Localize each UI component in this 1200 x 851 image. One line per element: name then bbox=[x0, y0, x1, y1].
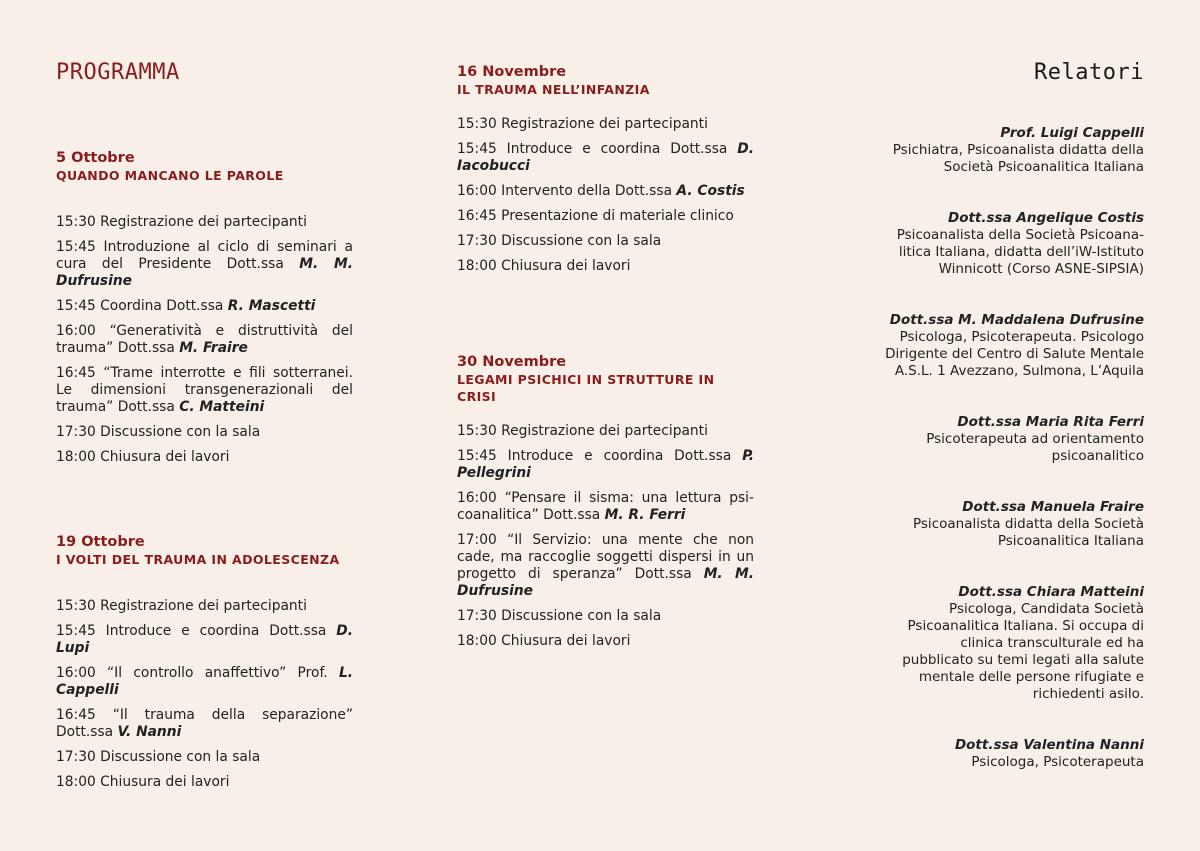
session-text: 17:30 Discussione con la sala bbox=[56, 424, 261, 440]
session-text: 16:00 “Generatività e distruttività del trauma” Dott.ssa bbox=[56, 323, 353, 356]
session-item bbox=[56, 239, 353, 290]
session-item bbox=[457, 116, 754, 133]
session-text: 15:30 Registrazione dei partecipanti bbox=[457, 116, 708, 132]
speaker-fraire bbox=[840, 499, 1144, 550]
session-item bbox=[457, 490, 754, 524]
session-speaker: R. Mascetti bbox=[227, 298, 316, 314]
speaker-name: Dott.ssa Valentina Nanni bbox=[954, 737, 1144, 753]
relatori-title: Relatori bbox=[1034, 60, 1144, 85]
session-speaker: A. Costis bbox=[676, 183, 745, 199]
programma-title: PROGRAMMA bbox=[56, 60, 180, 85]
session-text: 18:00 Chiusura dei lavori bbox=[56, 774, 230, 790]
day-date: 16 Novembre bbox=[457, 64, 567, 80]
session-speaker: L. Cappelli bbox=[56, 665, 354, 698]
session-item bbox=[56, 707, 353, 741]
speaker-matteini bbox=[840, 584, 1144, 703]
session-text: 15:30 Registrazione dei partecipanti bbox=[56, 598, 307, 614]
session-item bbox=[457, 633, 754, 650]
session-item bbox=[56, 623, 353, 657]
session-text: 16:00 Intervento della Dott.ssa bbox=[457, 183, 673, 199]
day-block-30-novembre bbox=[457, 354, 754, 658]
day-block-5-ottobre bbox=[56, 150, 353, 474]
session-item bbox=[457, 141, 754, 175]
speaker-description: Psicoterapeuta ad orientamento psicoanalitico bbox=[926, 431, 1144, 464]
speaker-costis bbox=[840, 210, 1144, 278]
day-subtitle: I VOLTI DEL TRAUMA IN ADOLESCENZA bbox=[56, 552, 340, 567]
session-item bbox=[457, 258, 754, 275]
session-speaker: D. Lupi bbox=[56, 623, 353, 656]
session-item bbox=[56, 323, 353, 357]
speaker-description: Psicoanalista didatta della Società Psicoanalitica Italiana bbox=[913, 516, 1144, 549]
session-speaker: P. Pellegrini bbox=[457, 448, 754, 481]
session-item bbox=[56, 774, 353, 791]
session-item bbox=[457, 183, 754, 200]
session-item bbox=[56, 298, 353, 315]
session-item bbox=[457, 532, 754, 600]
session-list bbox=[56, 214, 353, 466]
session-list bbox=[457, 116, 754, 275]
session-text: 15:45 Introduce e coordina Dott.ssa bbox=[56, 623, 327, 639]
session-text: 18:00 Chiusura dei lavori bbox=[56, 449, 230, 465]
session-text: 17:30 Discussione con la sala bbox=[56, 749, 261, 765]
session-item bbox=[56, 449, 353, 466]
session-text: 16:45 Presentazione di materiale clinico bbox=[457, 208, 734, 224]
session-item bbox=[457, 208, 754, 225]
speaker-name: Dott.ssa Angelique Costis bbox=[948, 210, 1144, 226]
speaker-ferri bbox=[840, 414, 1144, 465]
speaker-description: Psicologa, Candidata Società Psicoanalitica Italiana. Si occupa di clinica transculturale ed ha pubblicato su temi legati alla salute mentale delle persone rifugiate e richiedenti asilo. bbox=[902, 601, 1144, 702]
session-text: 15:45 Introduzione al ciclo di seminari a cura del Presidente Dott.ssa bbox=[56, 239, 353, 272]
session-text: 16:45 “Il trauma della separazione” Dott.ssa bbox=[56, 707, 353, 740]
day-date: 5 Ottobre bbox=[56, 150, 135, 166]
session-text: 16:45 “Trame interrotte e fili sotterranei. Le dimensioni transgenerazionali del trauma” Dott.ssa bbox=[56, 365, 353, 415]
session-speaker: D. Iacobucci bbox=[457, 141, 754, 174]
day-subtitle: LEGAMI PSICHICI IN STRUTTURE IN CRISI bbox=[457, 372, 715, 404]
session-text: 18:00 Chiusura dei lavori bbox=[457, 633, 631, 649]
session-text: 15:30 Registrazione dei partecipanti bbox=[457, 423, 708, 439]
speaker-name: Prof. Luigi Cappelli bbox=[1000, 125, 1144, 141]
day-block-16-novembre bbox=[457, 64, 754, 283]
day-date: 30 Novembre bbox=[457, 354, 567, 370]
session-text: 17:00 “Il Servizio: una mente che non cade, ma raccoglie soggetti dispersi in un progetto di speranza” Dott.ssa bbox=[457, 532, 754, 582]
speaker-dufrusine bbox=[840, 312, 1144, 380]
session-text: 17:30 Discussione con la sala bbox=[457, 608, 662, 624]
session-item bbox=[457, 608, 754, 625]
session-item bbox=[56, 598, 353, 615]
session-text: 18:00 Chiusura dei lavori bbox=[457, 258, 631, 274]
speaker-nanni bbox=[840, 737, 1144, 771]
session-speaker: M. M. Dufrusine bbox=[56, 256, 354, 289]
session-item bbox=[56, 665, 353, 699]
speaker-description: Psicologa, Psicoterapeuta bbox=[971, 754, 1144, 770]
speaker-name: Dott.ssa Maria Rita Ferri bbox=[957, 414, 1144, 430]
session-item bbox=[457, 448, 754, 482]
speaker-description: Psichiatra, Psicoanalista didatta della Società Psicoanalitica Italiana bbox=[892, 142, 1144, 175]
session-item bbox=[457, 233, 754, 250]
session-item bbox=[56, 365, 353, 416]
session-list bbox=[56, 598, 353, 791]
session-item bbox=[457, 423, 754, 440]
speaker-description: Psicologa, Psicoterapeuta. Psicologo Dirigente del Centro di Salute Mentale A.S.L. 1 Avezzano, Sulmona, L’Aquila bbox=[885, 329, 1144, 379]
day-block-19-ottobre bbox=[56, 534, 353, 799]
day-date: 19 Ottobre bbox=[56, 534, 145, 550]
session-list bbox=[457, 423, 754, 650]
speaker-name: Dott.ssa M. Maddalena Dufrusine bbox=[889, 312, 1144, 328]
session-text: 15:30 Registrazione dei partecipanti bbox=[56, 214, 307, 230]
session-text: 15:45 Coordina Dott.ssa bbox=[56, 298, 224, 314]
session-item bbox=[56, 214, 353, 231]
session-text: 15:45 Introduce e coordina Dott.ssa bbox=[457, 448, 732, 464]
day-subtitle: IL TRAUMA NELL’INFANZIA bbox=[457, 82, 650, 97]
speaker-name: Dott.ssa Chiara Matteini bbox=[958, 584, 1144, 600]
session-speaker: C. Matteini bbox=[179, 399, 265, 415]
session-speaker: M. M. Dufrusine bbox=[457, 566, 755, 599]
session-speaker: M. Fraire bbox=[179, 340, 248, 356]
session-text: 15:45 Introduce e coordina Dott.ssa bbox=[457, 141, 728, 157]
day-subtitle: QUANDO MANCANO LE PAROLE bbox=[56, 168, 284, 183]
speaker-name: Dott.ssa Manuela Fraire bbox=[962, 499, 1144, 515]
session-text: 16:00 “Pensare il sisma: una lettura psi-coanalitica” Dott.ssa bbox=[457, 490, 754, 523]
session-text: 16:00 “Il controllo anaffettivo” Prof. bbox=[56, 665, 328, 681]
speaker-cappelli bbox=[840, 125, 1144, 176]
speaker-description: Psicoanalista della Società Psicoana- litica Italiana, didatta dell’iW-Istituto Winnicott (Corso ASNE-SIPSIA) bbox=[896, 227, 1144, 277]
session-item bbox=[56, 424, 353, 441]
session-speaker: V. Nanni bbox=[117, 724, 182, 740]
session-item bbox=[56, 749, 353, 766]
session-text: 17:30 Discussione con la sala bbox=[457, 233, 662, 249]
session-speaker: M. R. Ferri bbox=[604, 507, 686, 523]
